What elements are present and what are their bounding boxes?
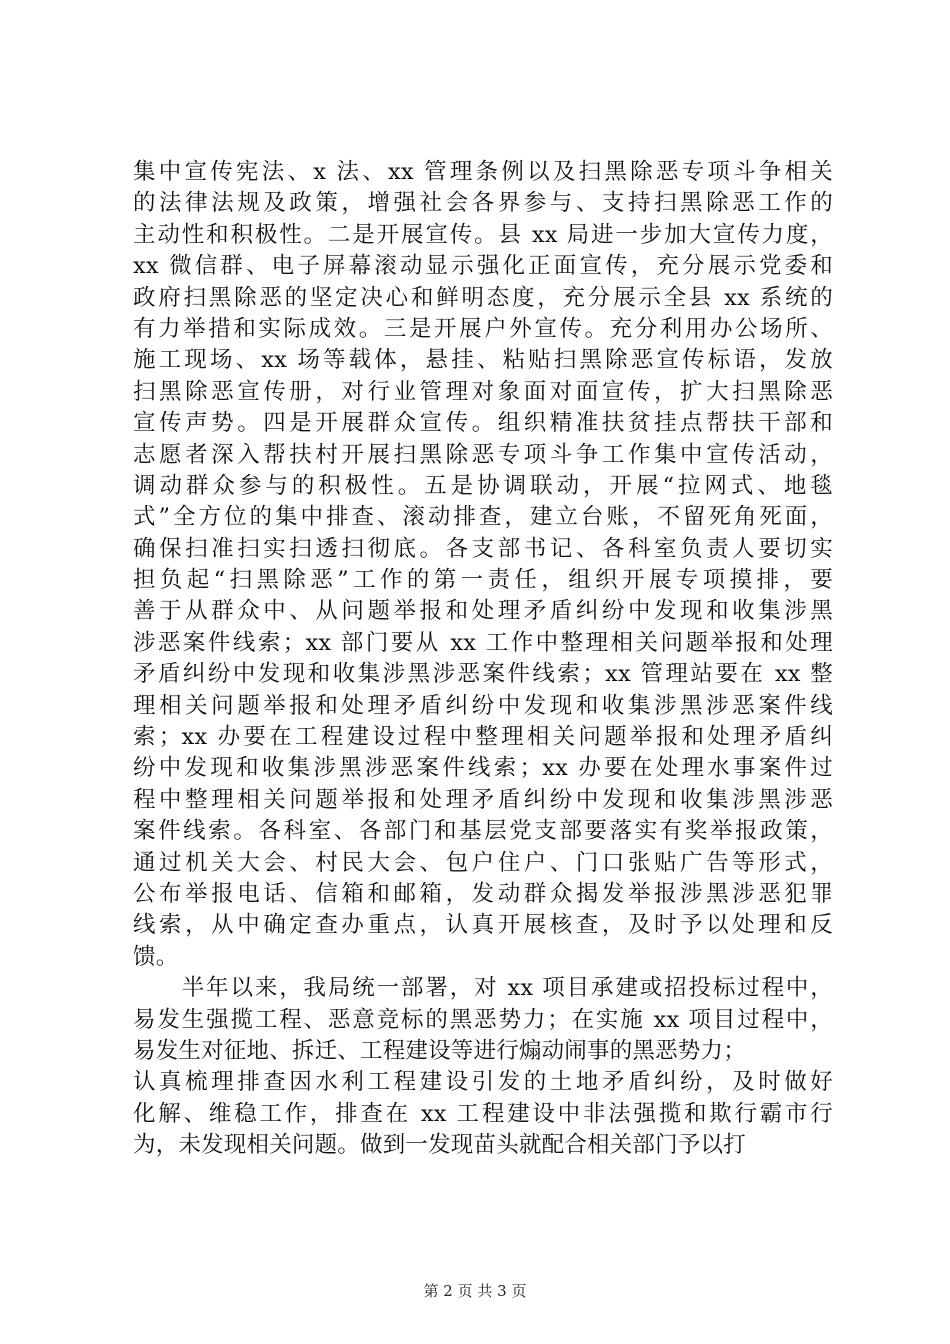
text-line: 认真梳理排查因水利工程建设引发的土地矛盾纠纷，及时做好 (133, 1069, 833, 1096)
text-line: 集中宣传宪法、x 法、xx 管理条例以及扫黑除恶专项斗争相关 (133, 159, 833, 185)
text-line: 志愿者深入帮扶村开展扫黑除恶专项斗争工作集中宣传活动， (133, 441, 833, 468)
page-footer: 第 2 页 共 3 页 (423, 1282, 527, 1300)
text-line: 为，未发现相关问题。做到一发现苗头就配合相关部门予以打 (133, 1132, 746, 1159)
text-line: 宣传声势。四是开展群众宣传。组织精准扶贫挂点帮扶干部和 (133, 410, 833, 437)
text-line: 扫黑除恶宣传册，对行业管理对象面对面宣传，扩大扫黑除恶 (133, 378, 833, 405)
text-line: 馈。 (133, 943, 179, 970)
text-line: 通过机关大会、村民大会、包户住户、门口张贴广告等形式， (133, 849, 833, 876)
text-line: 半年以来，我局统一部署，对 xx 项目承建或招投标过程中， (133, 975, 833, 1002)
text-line: 纷中发现和收集涉黑涉恶案件线索；xx 办要在处理水事案件过 (133, 755, 833, 782)
text-line: 调动群众参与的积极性。五是协调联动，开展“拉网式、地毯 (133, 472, 833, 499)
text-line: 理相关问题举报和处理矛盾纠纷中发现和收集涉黑涉恶案件线 (133, 692, 833, 719)
text-line: 有力举措和实际成效。三是开展户外宣传。充分利用办公场所、 (133, 315, 833, 342)
text-line: 式”全方位的集中排查、滚动排查，建立台账，不留死角死面， (133, 504, 833, 531)
text-line: 易发生强揽工程、恶意竞标的黑恶势力；在实施 xx 项目过程中， (133, 1006, 833, 1033)
text-line: 主动性和积极性。二是开展宣传。县 xx 局进一步加大宣传力度， (133, 221, 833, 248)
text-line: 矛盾纠纷中发现和收集涉黑涉恶案件线索；xx 管理站要在 xx 整 (133, 661, 833, 688)
text-line: 善于从群众中、从问题举报和处理矛盾纠纷中发现和收集涉黑 (133, 598, 833, 625)
text-line: 施工现场、xx 场等载体，悬挂、粘贴扫黑除恶宣传标语，发放 (133, 347, 833, 374)
text-line: 程中整理相关问题举报和处理矛盾纠纷中发现和收集涉黑涉恶 (133, 786, 833, 813)
text-line: 担负起“扫黑除恶”工作的第一责任，组织开展专项摸排，要 (133, 567, 833, 594)
text-line: 化解、维稳工作，排查在 xx 工程建设中非法强揽和欺行霸市行 (133, 1100, 833, 1127)
text-line: 索；xx 办要在工程建设过程中整理相关问题举报和处理矛盾纠 (133, 724, 833, 751)
text-line: 确保扫准扫实扫透扫彻底。各支部书记、各科室负责人要切实 (133, 535, 833, 562)
text-line: 的法律法规及政策，增强社会各界参与、支持扫黑除恶工作的 (133, 190, 833, 217)
text-line: 线索，从中确定查办重点，认真开展核查，及时予以处理和反 (133, 912, 833, 939)
text-line: 公布举报电话、信箱和邮箱，发动群众揭发举报涉黑涉恶犯罪 (133, 880, 833, 907)
text-line: 案件线索。各科室、各部门和基层党支部要落实有奖举报政策， (133, 818, 833, 845)
text-line: xx 微信群、电子屏幕滚动显示强化正面宣传，充分展示党委和 (133, 253, 833, 280)
text-line: 政府扫黑除恶的坚定决心和鲜明态度，充分展示全县 xx 系统的 (133, 284, 833, 311)
text-line: 涉恶案件线索；xx 部门要从 xx 工作中整理相关问题举报和处理 (133, 629, 833, 656)
body-text (133, 157, 833, 1162)
text-line: 易发生对征地、拆迁、工程建设等进行煽动闹事的黑恶势力； (133, 1037, 746, 1064)
